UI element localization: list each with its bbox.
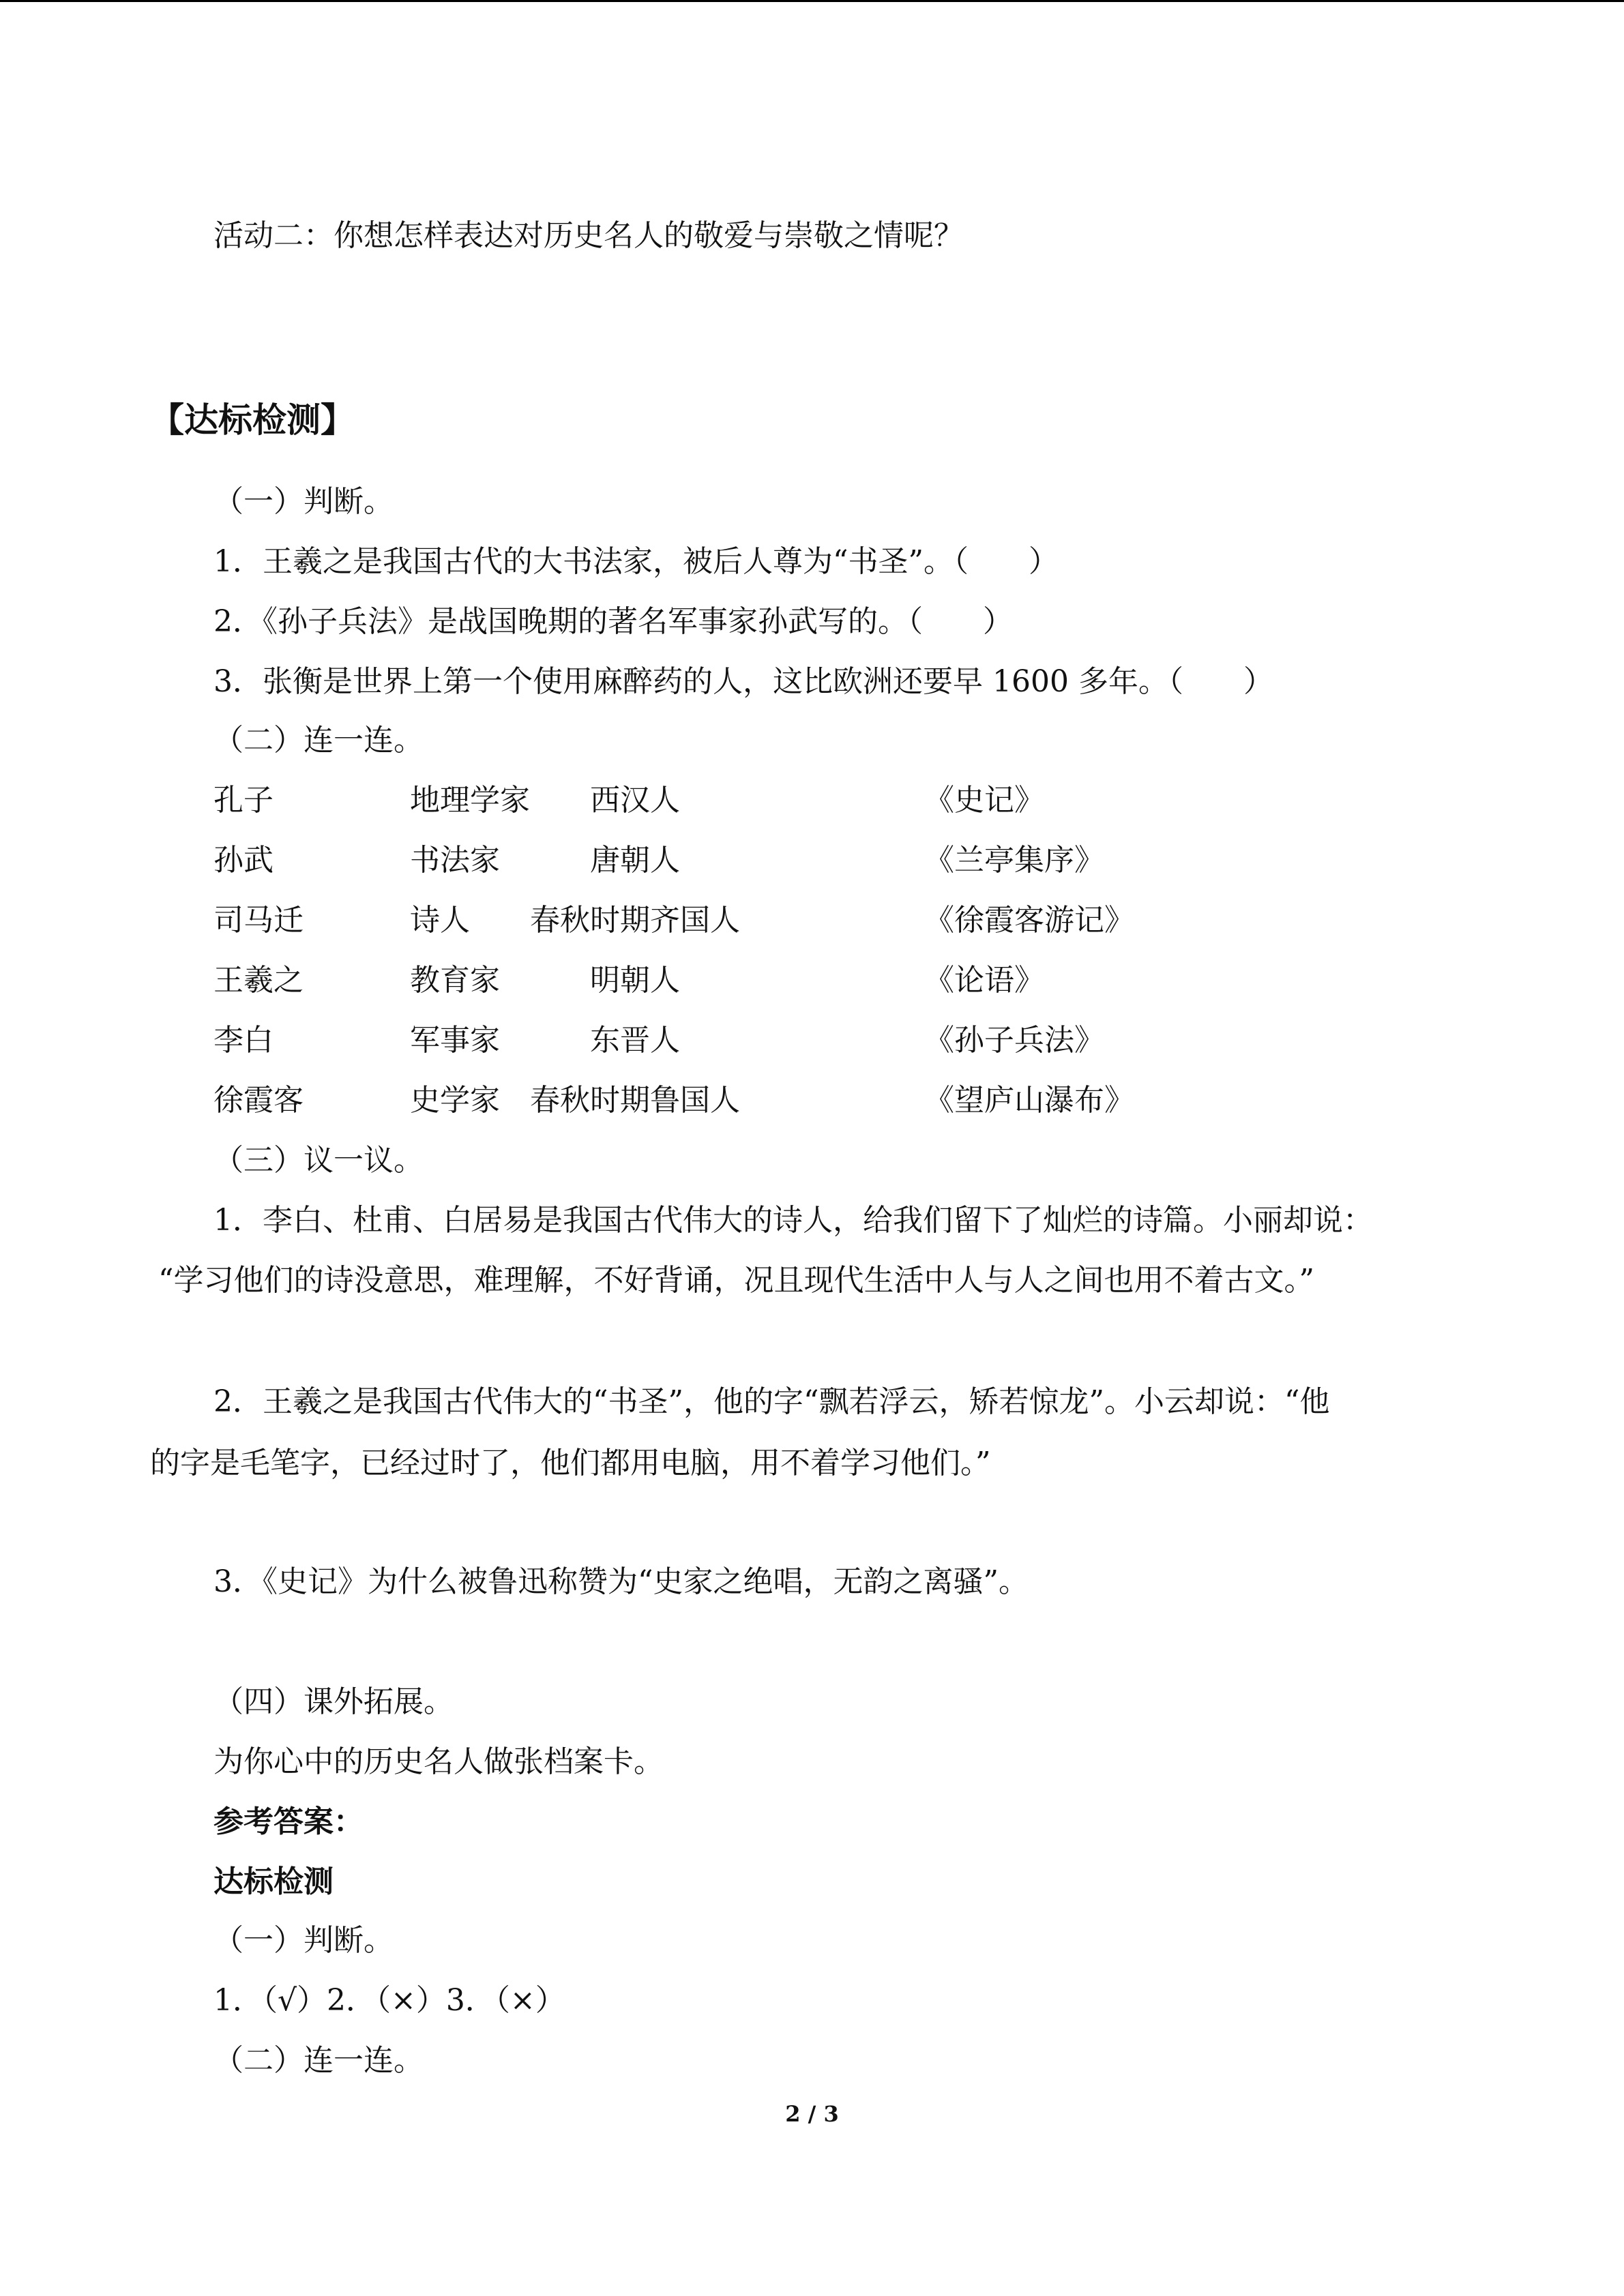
- match-person: 徐霞客: [213, 1083, 304, 1118]
- discuss-q2-line2: 的字是毛笔字，已经过时了，他们都用电脑，用不着学习他们。”: [150, 1446, 991, 1480]
- answers-part1-title: （一）判断。: [213, 1923, 394, 1958]
- matching-row: [213, 841, 1237, 880]
- match-era: 春秋时期鲁国人: [530, 1083, 740, 1118]
- matching-row: [213, 961, 1237, 1000]
- judge-item-2: 2．《孙子兵法》是战国晚期的著名军事家孙武写的。（ ）: [213, 604, 1013, 639]
- match-work: 《孙子兵法》: [924, 1023, 1104, 1058]
- match-era: 西汉人: [590, 783, 680, 818]
- match-role: 地理学家: [410, 783, 530, 818]
- discuss-q2-line1: 2．王羲之是我国古代伟大的“书圣”，他的字“飘若浮云，矫若惊龙”。小云却说：“他: [213, 1384, 1330, 1419]
- match-era: 明朝人: [590, 963, 680, 998]
- match-person: 孔子: [213, 783, 274, 818]
- part4-text: 为你心中的历史名人做张档案卡。: [213, 1744, 664, 1779]
- top-border: [0, 0, 1624, 2]
- match-work: 《论语》: [924, 963, 1044, 998]
- matching-row: [213, 1022, 1237, 1060]
- match-role: 教育家: [410, 963, 500, 998]
- discuss-q1-line1: 1．李白、杜甫、白居易是我国古代伟大的诗人，给我们留下了灿烂的诗篇。小丽却说：: [213, 1203, 1373, 1238]
- match-role: 军事家: [410, 1023, 500, 1058]
- answers-part2-title: （二）连一连。: [213, 2043, 424, 2078]
- match-person: 司马迁: [213, 903, 304, 938]
- match-work: 《兰亭集序》: [924, 843, 1104, 878]
- page-number: 2 / 3: [785, 2101, 839, 2127]
- discuss-q3: 3．《史记》为什么被鲁迅称赞为“史家之绝唱，无韵之离骚”。: [213, 1564, 1029, 1599]
- match-person: 王羲之: [213, 963, 304, 998]
- judge-item-1: 1．王羲之是我国古代的大书法家，被后人尊为“书圣”。（ ）: [213, 544, 1059, 579]
- match-work: 《望庐山瀑布》: [924, 1083, 1134, 1118]
- match-person: 孙武: [213, 843, 274, 878]
- part4-title: （四）课外拓展。: [213, 1684, 454, 1719]
- match-era: 唐朝人: [590, 843, 680, 878]
- match-era: 春秋时期齐国人: [530, 903, 740, 938]
- answers-subtitle: 达标检测: [213, 1864, 334, 1899]
- match-role: 诗人: [410, 903, 470, 938]
- section-title: 【达标检测】: [150, 400, 355, 440]
- match-work: 《史记》: [924, 783, 1044, 818]
- matching-row: [213, 901, 1237, 940]
- part3-title: （三）议一议。: [213, 1143, 424, 1178]
- discuss-q1-line2: “学习他们的诗没意思，难理解，不好背诵，况且现代生活中人与人之间也用不着古文。”: [158, 1263, 1314, 1298]
- judge-item-3: 3．张衡是世界上第一个使用麻醉药的人，这比欧洲还要早 1600 多年。（ ）: [213, 664, 1273, 699]
- match-work: 《徐霞客游记》: [924, 903, 1134, 938]
- matching-row: [213, 1082, 1237, 1120]
- matching-row: [213, 781, 1237, 820]
- part1-title: （一）判断。: [213, 484, 394, 519]
- answers-title: 参考答案：: [213, 1804, 364, 1839]
- activity-two-question: 活动二：你想怎样表达对历史名人的敬爱与崇敬之情呢？: [213, 218, 964, 253]
- match-role: 史学家: [410, 1083, 500, 1118]
- match-era: 东晋人: [590, 1023, 680, 1058]
- part2-title: （二）连一连。: [213, 723, 424, 758]
- match-role: 书法家: [410, 843, 500, 878]
- match-person: 李白: [213, 1023, 274, 1058]
- answers-part1: 1．（√）2．（×）3．（×）: [213, 1983, 565, 2018]
